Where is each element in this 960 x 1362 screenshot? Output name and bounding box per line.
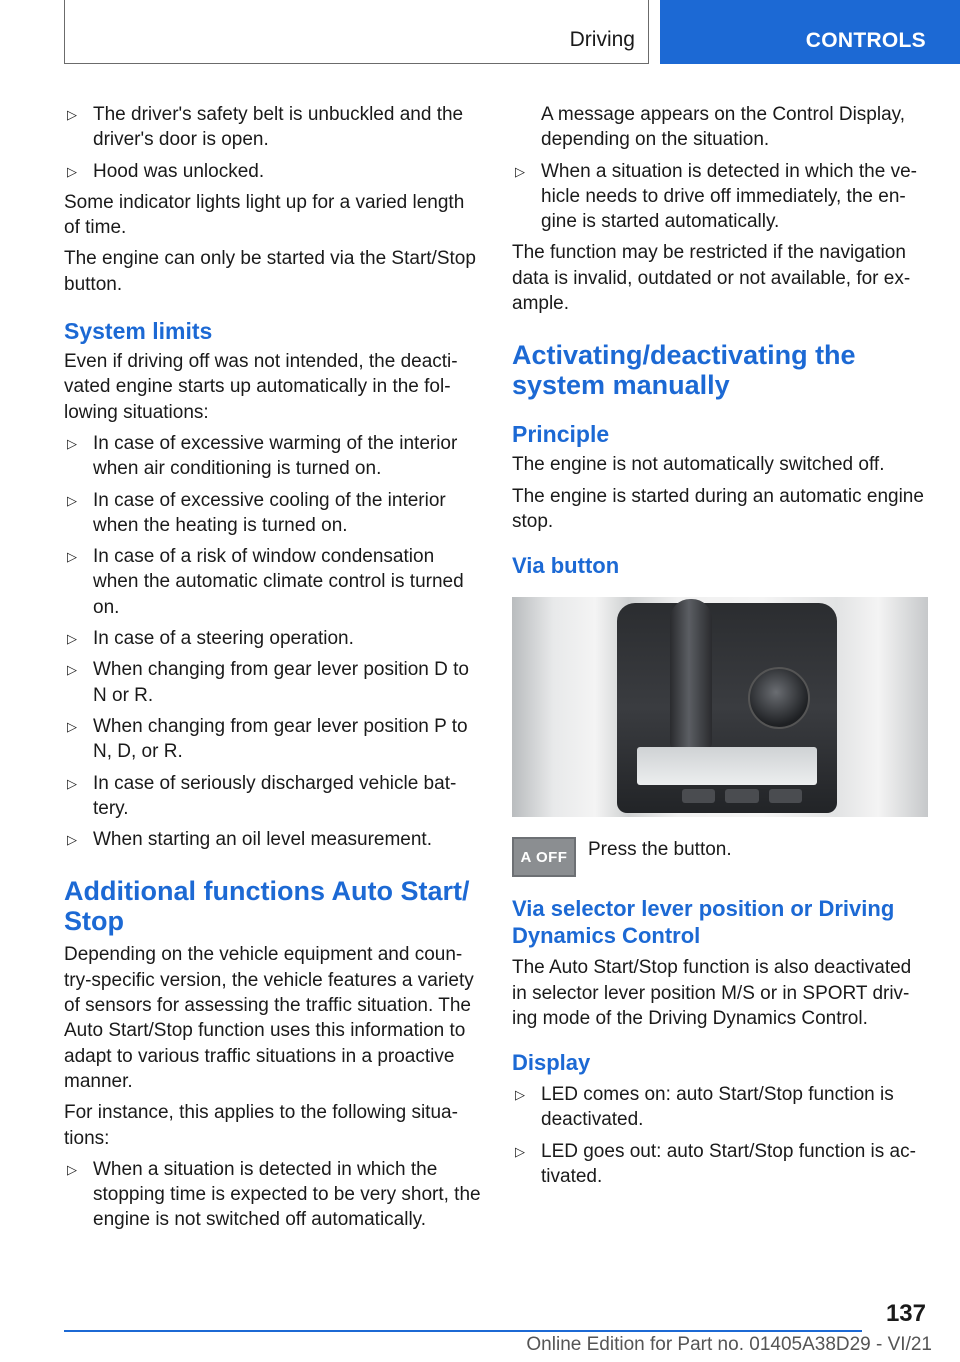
paragraph: The Auto Start/Stop function is also deactivated in selector lever position M/S or in SPORT driv-ing mode of the Driving Dynamics Control. xyxy=(512,957,912,1029)
auto-start-stop-off-icon: A OFF xyxy=(512,837,576,877)
continued-list-text: A message appears on the Control Display, depending on the situation. xyxy=(541,104,906,151)
paragraph: The engine is started during an automatic engine stop. xyxy=(512,485,924,532)
list-item: ▷ In case of excessive warming of the interior when air conditioning is turned on. xyxy=(67,432,458,480)
chapter-tab-label: CONTROLS xyxy=(805,29,926,52)
heading-system-limits: System limits xyxy=(64,318,213,345)
section-title: Driving xyxy=(569,28,635,51)
heading-activating-deactivating: Activating/deactivating the system manually xyxy=(512,340,856,401)
button-instruction-row xyxy=(512,837,930,877)
heading-additional-functions: Additional functions Auto Start/ Stop xyxy=(64,876,470,937)
list-item: ▷ When changing from gear lever position D to N or R. xyxy=(67,659,469,706)
list-item: ▷ When starting an oil level measurement. xyxy=(64,827,482,852)
triangle-bullet-icon: ▷ xyxy=(67,163,77,179)
triangle-bullet-icon: ▷ xyxy=(515,1087,525,1103)
triangle-bullet-icon: ▷ xyxy=(67,775,77,791)
chapter-tab xyxy=(660,0,960,64)
triangle-bullet-icon: ▷ xyxy=(515,1143,525,1159)
list-item: ▷ LED comes on: auto Start/Stop function is deactivated. xyxy=(515,1084,894,1131)
heading-principle: Principle xyxy=(512,421,610,448)
paragraph: The engine can only be started via the Start/Stop button. xyxy=(64,248,476,295)
triangle-bullet-icon: ▷ xyxy=(67,435,77,451)
controller-knob xyxy=(748,667,810,729)
left-column xyxy=(64,102,482,1239)
paragraph: Even if driving off was not intended, the deacti-vated engine starts up automatically in the fol-lowing situations: xyxy=(64,351,458,423)
list-item: ▷ In case of excessive cooling of the interior when the heating is turned on. xyxy=(67,489,446,536)
list-item: ▷ LED goes out: auto Start/Stop function is ac-tivated. xyxy=(515,1140,916,1188)
paragraph: The engine is not automatically switched off. xyxy=(512,454,885,476)
list-item: ▷ In case of a steering operation. xyxy=(64,626,482,651)
storage-tray xyxy=(637,747,817,785)
header-frame xyxy=(64,0,649,64)
triangle-bullet-icon: ▷ xyxy=(67,1161,77,1177)
paragraph: For instance, this applies to the following situa-tions: xyxy=(64,1102,458,1149)
heading-display: Display xyxy=(512,1050,591,1076)
list-item: ▷ When changing from gear lever position P to N, D, or R. xyxy=(67,715,468,763)
footer-rule xyxy=(64,1330,862,1332)
list-item: ▷ When a situation is detected in which the stopping time is expected to be very short, the engine is not switched off automatically. xyxy=(67,1158,481,1231)
list-item: ▷ The driver's safety belt is unbuckled and the driver's door is open. xyxy=(67,104,464,151)
console-button-row xyxy=(682,789,802,803)
triangle-bullet-icon: ▷ xyxy=(67,718,77,734)
triangle-bullet-icon: ▷ xyxy=(67,662,77,678)
paragraph: Press the button. xyxy=(588,839,732,861)
right-column xyxy=(512,102,930,1195)
heading-via-button: Via button xyxy=(512,553,620,579)
triangle-bullet-icon: ▷ xyxy=(67,549,77,565)
heading-via-selector-lever: Via selector lever position or Driving Dynamics Control xyxy=(512,896,895,949)
triangle-bullet-icon: ▷ xyxy=(67,107,77,122)
list-item: ▷ In case of a risk of window condensation when the automatic climate control is turned on. xyxy=(67,546,464,618)
list-item: ▷ In case of seriously discharged vehicle bat-tery. xyxy=(67,772,457,819)
footer-edition: Online Edition for Part no. 01405A38D29 - VI/21 xyxy=(526,1334,932,1355)
paragraph: Some indicator lights light up for a varied length of time. xyxy=(64,191,465,239)
gear-selector-lever xyxy=(670,599,712,749)
center-console-photo xyxy=(512,597,928,817)
page-number: 137 xyxy=(885,1300,926,1327)
triangle-bullet-icon: ▷ xyxy=(67,631,77,647)
paragraph: The function may be restricted if the navigation data is invalid, outdated or not available, for ex-ample. xyxy=(512,242,911,315)
triangle-bullet-icon: ▷ xyxy=(515,163,525,179)
paragraph: Depending on the vehicle equipment and coun-try-specific version, the vehicle features a variety of sensors for assessing the traffic situation. The Auto Start/Stop function uses this information to adapt to various traffic situations in a proactive manner. xyxy=(64,944,474,1092)
list-item: ▷ Hood was unlocked. xyxy=(64,159,482,184)
triangle-bullet-icon: ▷ xyxy=(67,832,77,848)
list-item: ▷ When a situation is detected in which the ve-hicle needs to drive off immediately, the en-gine is started automatically. xyxy=(515,160,917,233)
triangle-bullet-icon: ▷ xyxy=(67,492,77,508)
